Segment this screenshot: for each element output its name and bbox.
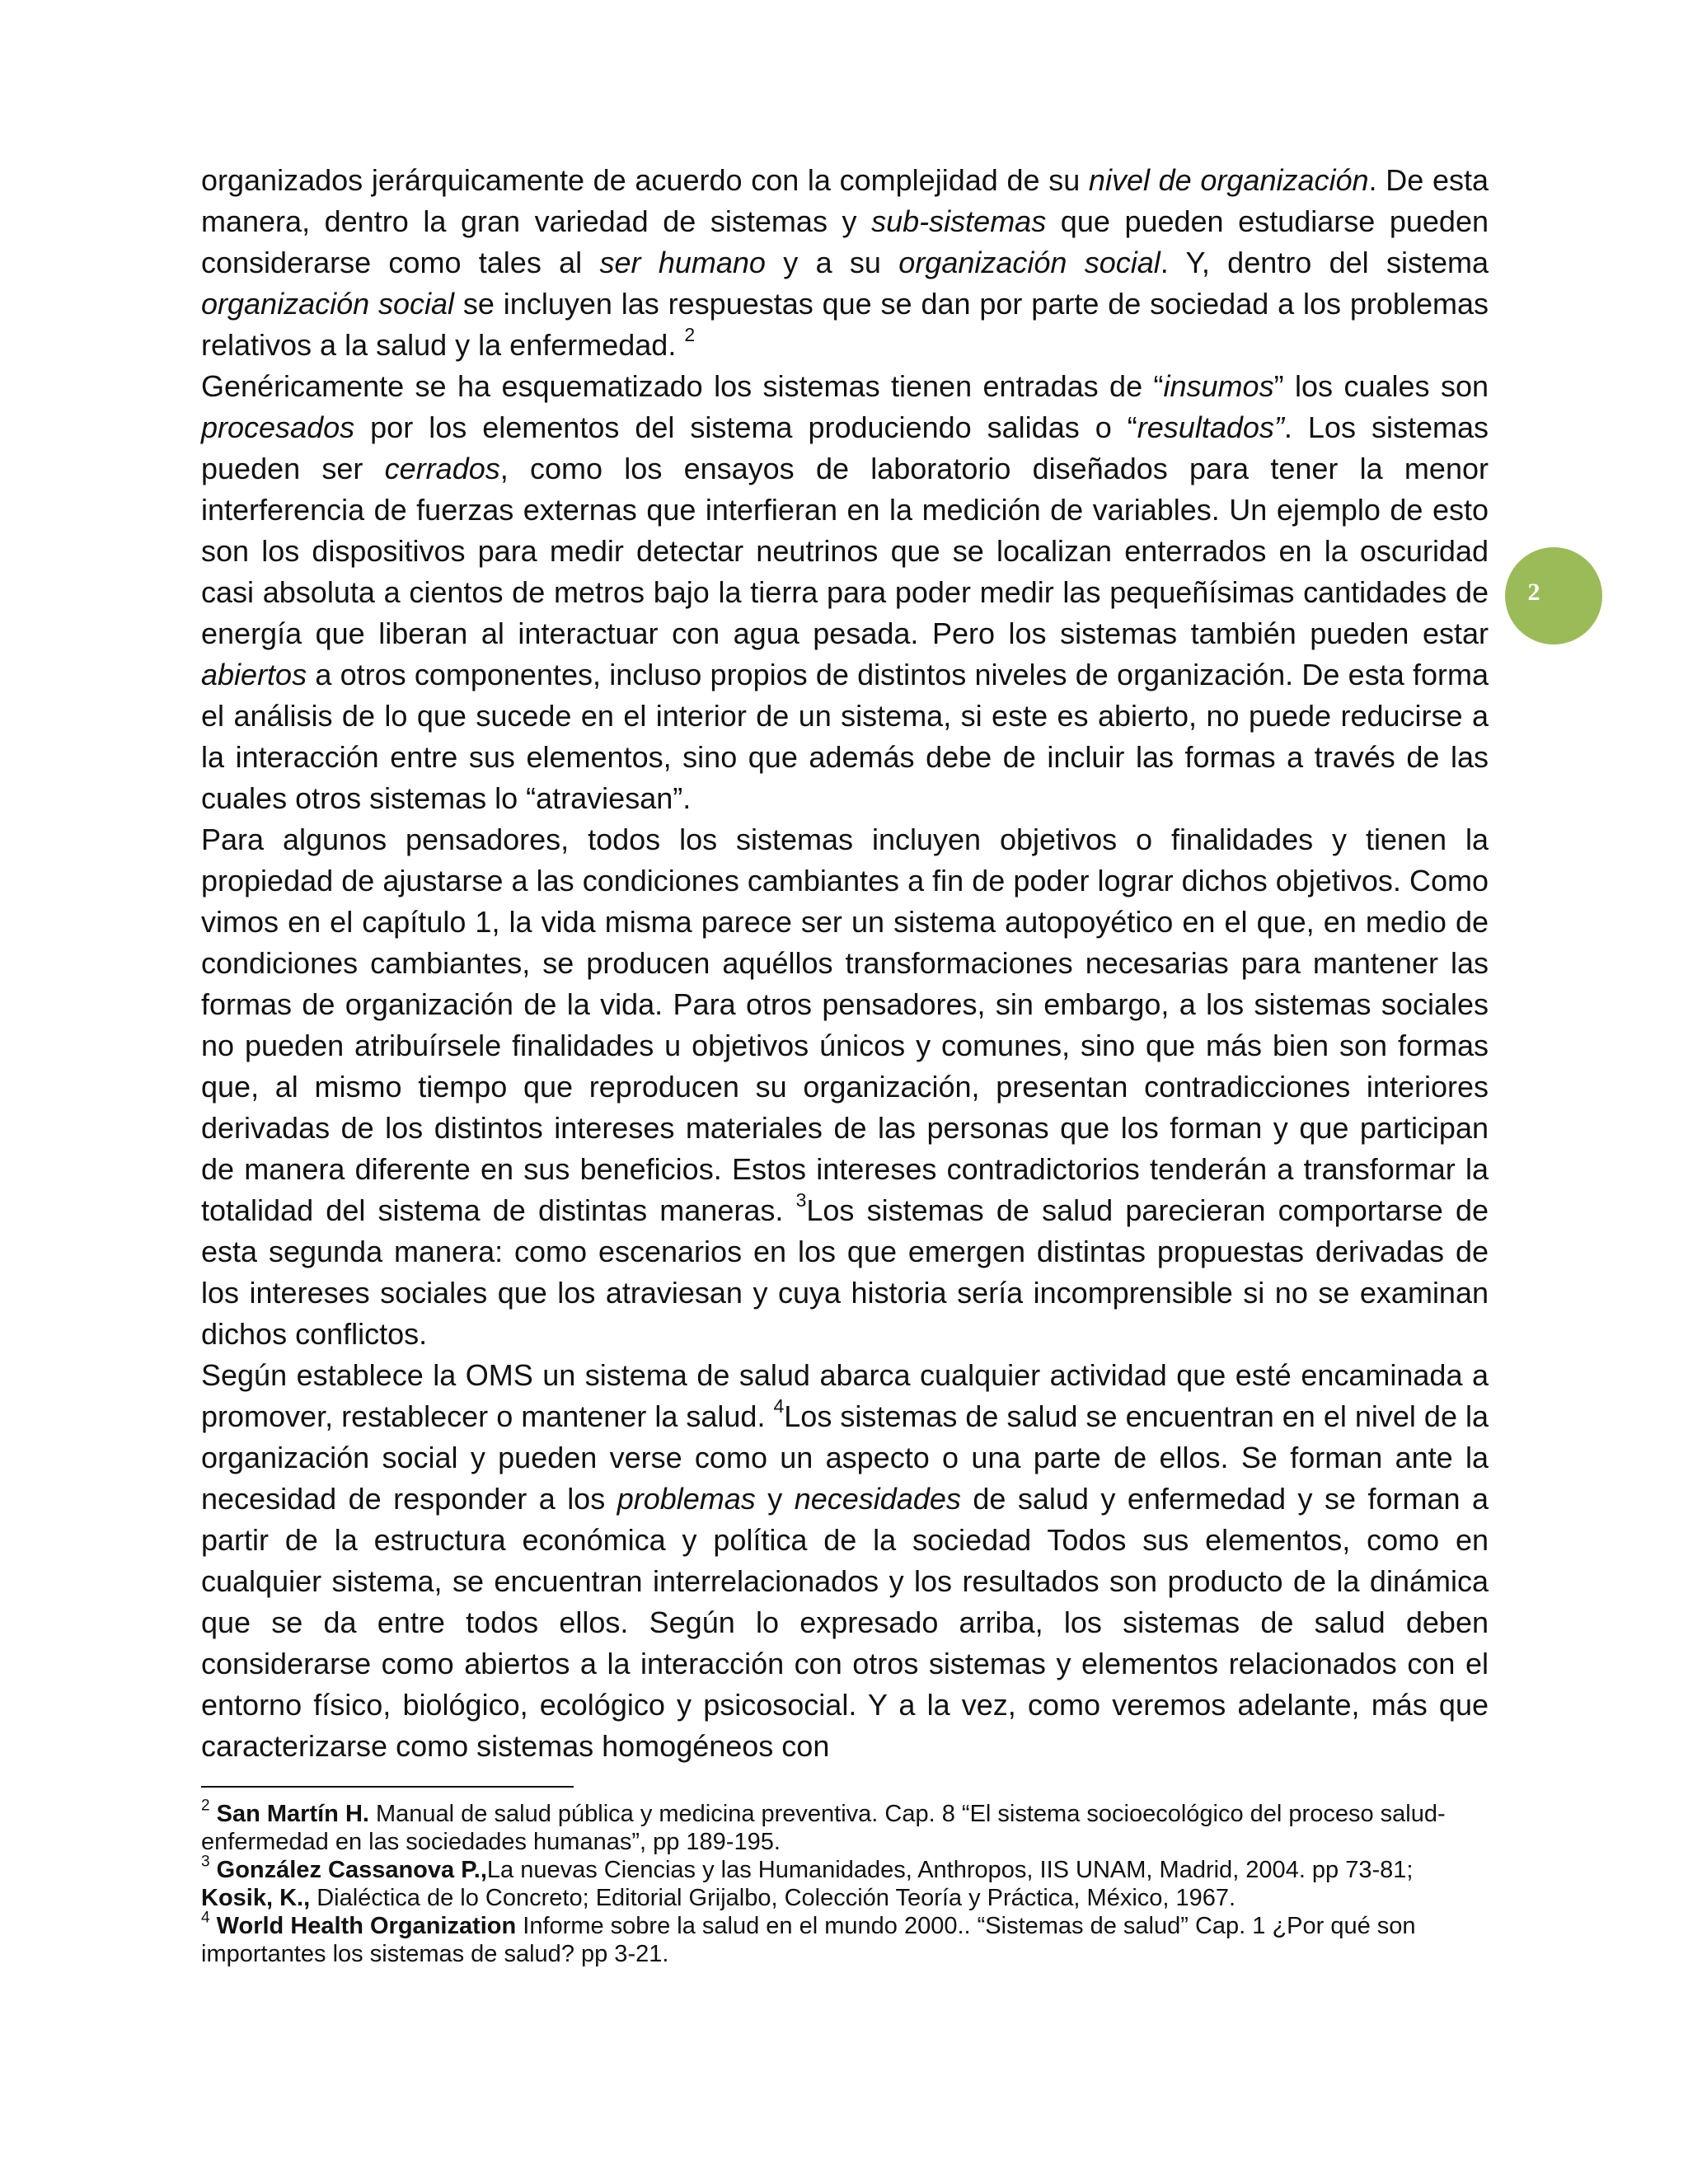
footnote-separator [201,1786,574,1788]
text-run [210,1801,217,1827]
footnote [201,1853,1487,1912]
text-run: Los sistemas de salud parecieran comportarse de esta segunda manera: como escenarios en los que emergen distintas propuestas derivadas de los intereses sociales que los atraviesan y cuya historia sería incomprensible si no se examinan dichos conflictos. [201,1193,1489,1351]
italic-text: resultados” [1137,410,1284,444]
italic-text: cerrados [384,452,500,485]
italic-text: organización social [898,246,1160,279]
text-run: que pueden estudiarse pueden considerarse como tales al [201,204,1489,279]
italic-text: procesados [201,410,355,444]
page-number-badge [1505,547,1602,644]
bold-text: González Cassanova P., [216,1857,487,1883]
footnote-ref: 2 [684,323,696,345]
footnotes [201,1797,1487,1968]
footnote [201,1909,1487,1968]
text-run: Los sistemas de salud se encuentran en el nivel de la organización social y pueden verse como un aspecto o una parte de ellos. Se forman ante la necesidad de responder a los [201,1399,1489,1516]
italic-text: nivel de organización [1088,163,1369,197]
text-run: organizados jerárquicamente de acuerdo con la complejidad de su [201,163,1089,197]
italic-text: insumos [1163,369,1274,403]
text-run: Según establece la OMS un sistema de salud abarca cualquier actividad que esté encaminada a promover, restablecer o mantener la salud. [201,1358,1489,1433]
text-run: de salud y enfermedad y se forman a partir de la estructura económica y política de la sociedad Todos sus elementos, como en cualquier sistema, se encuentran interrelacionados y los resultados son producto de la dinámica que se da entre todos ellos. Según lo expresado arriba, los sistemas de salud deben considerarse como abiertos a la interacción con otros sistemas y elementos relacionados con el entorno físico, biológico, ecológico y psicosocial. Y a la vez, como veremos adelante, más que caracterizarse como sistemas homogéneos con [201,1482,1489,1763]
paragraph [201,366,1489,819]
text-run: . Los sistemas pueden ser [201,410,1489,485]
italic-text: abiertos [201,658,307,691]
text-run: . De esta manera, dentro la gran variedad de sistemas y [201,163,1489,238]
text-run: por los elementos del sistema produciendo salidas o “ [354,410,1137,444]
paragraph [201,819,1489,1355]
footnote-ref: 3 [201,1853,210,1871]
text-run: se incluyen las respuestas que se dan por parte de sociedad a los problemas relativos a la salud y la enfermedad. [201,287,1489,362]
text-run [210,1857,217,1883]
italic-text: sub-sistemas [871,204,1047,238]
italic-text: ser humano [599,246,766,279]
text-run: Para algunos pensadores, todos los sistemas incluyen objetivos o finalidades y tienen la propiedad de ajustarse a las condiciones cambiantes a fin de poder lograr dichos objetivos. Como vimos en el capítulo 1, la vida misma parece ser un sistema autopoyético en el que, en medio de condiciones cambiantes, se producen aquéllos transformaciones necesarias para mantener las formas de organización de la vida. Para otros pensadores, sin embargo, a los sistemas sociales no pueden atribuírsele finalidades u objetivos únicos y comunes, sino que más bien son formas que, al mismo tiempo que reproducen su organización, presentan contradicciones interiores derivadas de los distintos intereses materiales de las personas que los forman y que participan de manera diferente en sus beneficios. Estos intereses contradictorios tenderán a transformar la totalidad del sistema de distintas maneras. [201,823,1489,1227]
italic-text: necesidades [794,1482,961,1516]
text-run: Genéricamente se ha esquematizado los sistemas tienen entradas de “ [201,369,1164,403]
text-run: ” los cuales son [1273,369,1489,403]
body-text [201,160,1489,1767]
bold-text: Kosik, K., [201,1885,311,1911]
text-run: Informe sobre la salud en el mundo 2000.. “Sistemas de salud” Cap. 1 ¿Por qué son importantes los sistemas de salud? pp 3-21. [201,1913,1416,1967]
text-run: a otros componentes, incluso propios de distintos niveles de organización. De esta forma el análisis de lo que sucede en el interior de un sistema, si este es abierto, no puede reducirse a la interacción entre sus elementos, sino que además debe de incluir las formas a través de las cuales otros sistemas lo “atraviesan”. [201,658,1489,815]
text-run: , como los ensayos de laboratorio diseñados para tener la menor interferencia de fuerzas externas que interfieran en la medición de variables. Un ejemplo de esto son los dispositivos para medir detectar neutrinos que se localizan enterrados en la oscuridad casi absoluta a cientos de metros bajo la tierra para poder medir las pequeñísimas cantidades de energía que liberan al interactuar con agua pesada. Pero los sistemas también pueden estar [201,452,1489,650]
text-run: y [755,1482,795,1516]
footnote [201,1797,1487,1856]
text-run: Dialéctica de lo Concreto; Editorial Grijalbo, Colección Teoría y Práctica, México, 1967. [310,1885,1236,1911]
italic-text: organización social [201,287,455,321]
text-run: La nuevas Ciencias y las Humanidades, Anthropos, IIS UNAM, Madrid, 2004. pp 73-81; [486,1857,1414,1883]
paragraph [201,1355,1489,1767]
footnote-ref: 3 [795,1188,807,1211]
text-run: Manual de salud pública y medicina preventiva. Cap. 8 “El sistema socioecológico del proceso salud-enfermedad en las sociedades humanas”, pp 189-195. [201,1801,1446,1855]
page-number: 2 [1527,579,1540,606]
text-run [210,1913,217,1939]
text-run: y a su [765,246,899,279]
paragraph [201,160,1489,366]
footnote-ref: 2 [201,1797,210,1815]
bold-text: World Health Organization [216,1913,517,1939]
footnote-ref: 4 [773,1394,785,1417]
bold-text: San Martín H. [216,1801,369,1827]
italic-text: problemas [617,1482,756,1516]
text-run: . Y, dentro del sistema [1160,246,1489,279]
footnote-ref: 4 [201,1909,210,1927]
